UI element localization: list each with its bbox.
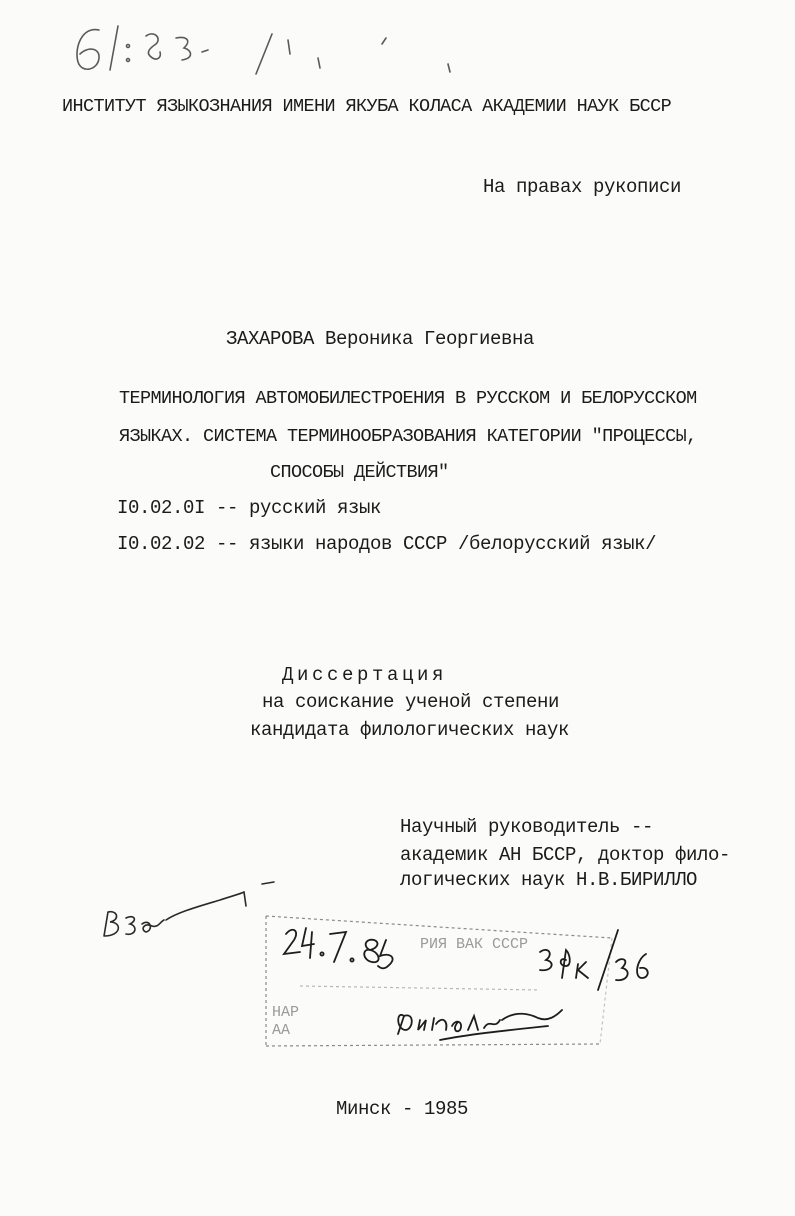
specialty-line: I0.02.02 -- языки народов СССР /белорусский язык/	[117, 533, 657, 555]
author-name: ЗАХАРОВА Вероника Георгиевна	[226, 328, 535, 350]
svg-text:РИЯ ВАК СССР: РИЯ ВАК СССР	[420, 936, 529, 953]
supervisor-line: академик АН БССР, доктор фило-	[400, 844, 731, 866]
title-line: ЯЗЫКАХ. СИСТЕМА ТЕРМИНООБРАЗОВАНИЯ КАТЕГОРИИ "ПРОЦЕССЫ,	[119, 426, 697, 447]
title-line: ТЕРМИНОЛОГИЯ АВТОМОБИЛЕСТРОЕНИЯ В РУССКОМ И БЕЛОРУССКОМ	[119, 388, 697, 409]
svg-text:НАР: НАР	[272, 1004, 300, 1021]
title-line: СПОСОБЫ ДЕЙСТВИЯ"	[270, 462, 449, 483]
supervisor-line: логических наук Н.В.БИРИЛЛО	[400, 869, 698, 891]
specialty-line: I0.02.0I -- русский язык	[117, 497, 382, 519]
svg-text:АА: АА	[272, 1022, 291, 1039]
degree-line: на соискание ученой степени	[262, 691, 560, 713]
rights-notice: На правах рукописи	[483, 176, 682, 198]
degree-line: кандидата филологических наук	[250, 719, 570, 741]
dissertation-label: Диссертация	[282, 664, 448, 686]
institute-name: ИНСТИТУТ ЯЗЫКОЗНАНИЯ ИМЕНИ ЯКУБА КОЛАСА АКАДЕМИИ НАУК БССР	[62, 96, 672, 117]
city-year: Минск - 1985	[336, 1098, 469, 1120]
supervisor-line: Научный руководитель --	[400, 816, 654, 838]
